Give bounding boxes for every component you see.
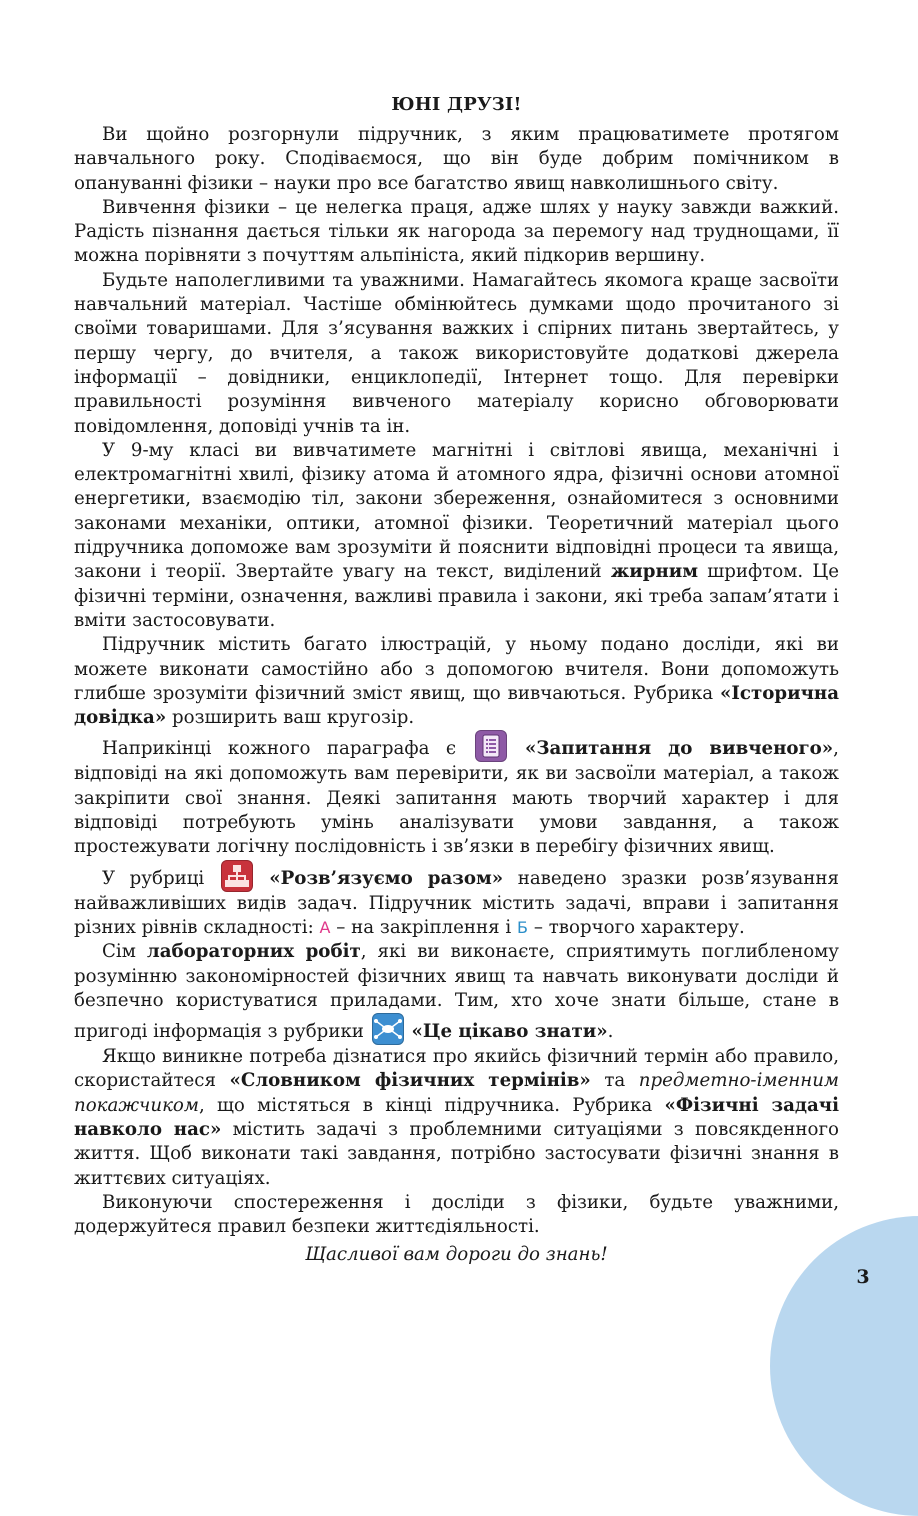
p4-text-before: У 9-му класі ви вивчатимете магнітні і світлові явища, механічні і електромагнітні хвилі, фізику атома й атомного ядра, фізичні основи атомної енергетики, взаємодію тіл, закони збереження, ознайомитеся з основними законами механіки, оптики, атомної фізики. Теоретичний матеріал цього підручника допоможе вам зрозуміти й пояснити відповідні процеси та явища, закони і теорії. Звертайте увагу на текст, виділений: [74, 439, 839, 583]
p7-level-a-text: – на закріплення і: [336, 916, 512, 938]
p8-text-end: .: [607, 1021, 614, 1043]
page-number: 3: [856, 1266, 870, 1288]
p8-text-before: Сім: [102, 941, 136, 963]
p4-bold-term: жирним: [610, 561, 699, 583]
p9-text-before: Якщо виникне потреба дізнатися про якийсь фізичний термін або правило, скористайтеся: [74, 1046, 839, 1092]
p7-level-b-text: – творчого характеру.: [533, 916, 745, 938]
p7-text-mid: наведено зразки розв’язування найважливіших видів задач. Підручник містить задачі, вправи і запитання різних рівнів складності:: [74, 867, 839, 938]
p9-text-after: містить задачі з проблемними ситуаціями з повсякденного життя. Щоб виконати такі завдання, потрібно застосувати фізичні знання в життєвих ситуаціях.: [74, 1118, 839, 1189]
closing-line: Щасливої вам дороги до знань!: [305, 1244, 608, 1266]
hierarchy-icon: [221, 860, 253, 892]
paragraph-9: [74, 1045, 839, 1191]
p9-text-mid2: , що містяться в кінці підручника. Рубрика: [198, 1094, 653, 1116]
p9-text-mid: та: [604, 1070, 626, 1092]
paragraph-10: Виконуючи спостереження і досліди з фізики, будьте уважними, додержуйтеся правил безпеки життєдіяльності.: [74, 1191, 839, 1238]
p6-text-before: Наприкінці кожного параграфа є: [102, 738, 457, 760]
paragraph-4: [74, 439, 839, 633]
p9-rubric-name: «Фізичні задачі навколо нас»: [74, 1094, 839, 1140]
paragraph-1: Ви щойно розгорнули підручник, з яким працюватимете протягом навчального року. Сподіваємося, що він буде добрим помічником в опануванні фізики – науки про все багатство явищ навколишнього світу.: [74, 124, 839, 194]
p7-rubric-name: «Розв’язуємо разом»: [269, 867, 504, 889]
p5-text-after: розширить ваш кругозір.: [172, 707, 415, 729]
level-a-label: А: [319, 917, 331, 937]
p5-rubric-name: «Історична довідка»: [74, 682, 839, 729]
paragraph-6: [74, 730, 839, 859]
p9-index-name: предметно-іменним покажчиком: [74, 1070, 839, 1116]
paragraph-3: Будьте наполегливими та уважними. Намагайтесь якомога краще засвоїти навчальний матеріал. Частіше обмінюйтесь думками щодо прочитаного зі своїми товаришами. Для з’ясування важких і спірних питань звертайтесь, у першу чергу, до вчителя, а також використовуйте додаткові джерела інформації – довідники, енциклопедії, Інтернет тощо. Для перевірки правильності розуміння вивченого матеріалу корисно обговорювати повідомлення, доповіді учнів та ін.: [74, 269, 839, 437]
p8-rubric-name: «Це цікаво знати»: [411, 1021, 608, 1043]
p7-text-before: У рубриці: [102, 867, 205, 889]
p6-text-after: , відповіді на які допоможуть вам перевірити, як ви засвоїли матеріал, а також закріпити свої знання. Деякі запитання мають творчий характер і для відповіді потребують умінь аналізувати умови завдання, а також простежувати логічну послідовність і зв’язки в перебігу фізичних явищ.: [74, 738, 839, 858]
level-b-label: Б: [517, 917, 529, 937]
p9-dictionary-name: «Словником фізичних термінів»: [229, 1070, 591, 1092]
p8-bold-term: лабораторних робіт: [146, 941, 361, 963]
paragraph-2: Вивчення фізики – це нелегка праця, адже шлях у науку завжди важкий. Радість пізнання дається тільки як нагорода за перемогу над труднощами, її можна порівняти з почуттям альпініста, який підкорив вершину.: [74, 196, 839, 267]
network-icon: [372, 1013, 404, 1045]
page-content: [74, 94, 839, 1268]
paragraph-7: [74, 860, 839, 941]
p5-text-before: Підручник містить багато ілюстрацій, у ньому подано досліди, які ви можете виконати самостійно або з допомогою вчителя. Вони допоможуть глибше зрозуміти фізичний зміст явищ, що вивчаються. Рубрика: [74, 634, 839, 704]
paragraph-8: [74, 940, 839, 1045]
p8-text-mid: , які ви виконаєте, сприятимуть поглибленому розумінню закономірностей фізичних явищ та навчать виконувати досліди й безпечно користуватися приладами. Тим, хто хоче знати більше, стане в пригоді інформація з рубрики: [74, 941, 839, 1043]
paragraph-5: [74, 633, 839, 730]
p6-rubric-name: «Запитання до вивченого»: [525, 738, 834, 760]
p4-text-after: шрифтом. Це фізичні терміни, означення, важливі правила і закони, які треба запам’ятати і вміти застосовувати.: [74, 561, 839, 631]
list-icon: [475, 730, 507, 762]
page-title: ЮНІ ДРУЗІ!: [391, 94, 522, 115]
